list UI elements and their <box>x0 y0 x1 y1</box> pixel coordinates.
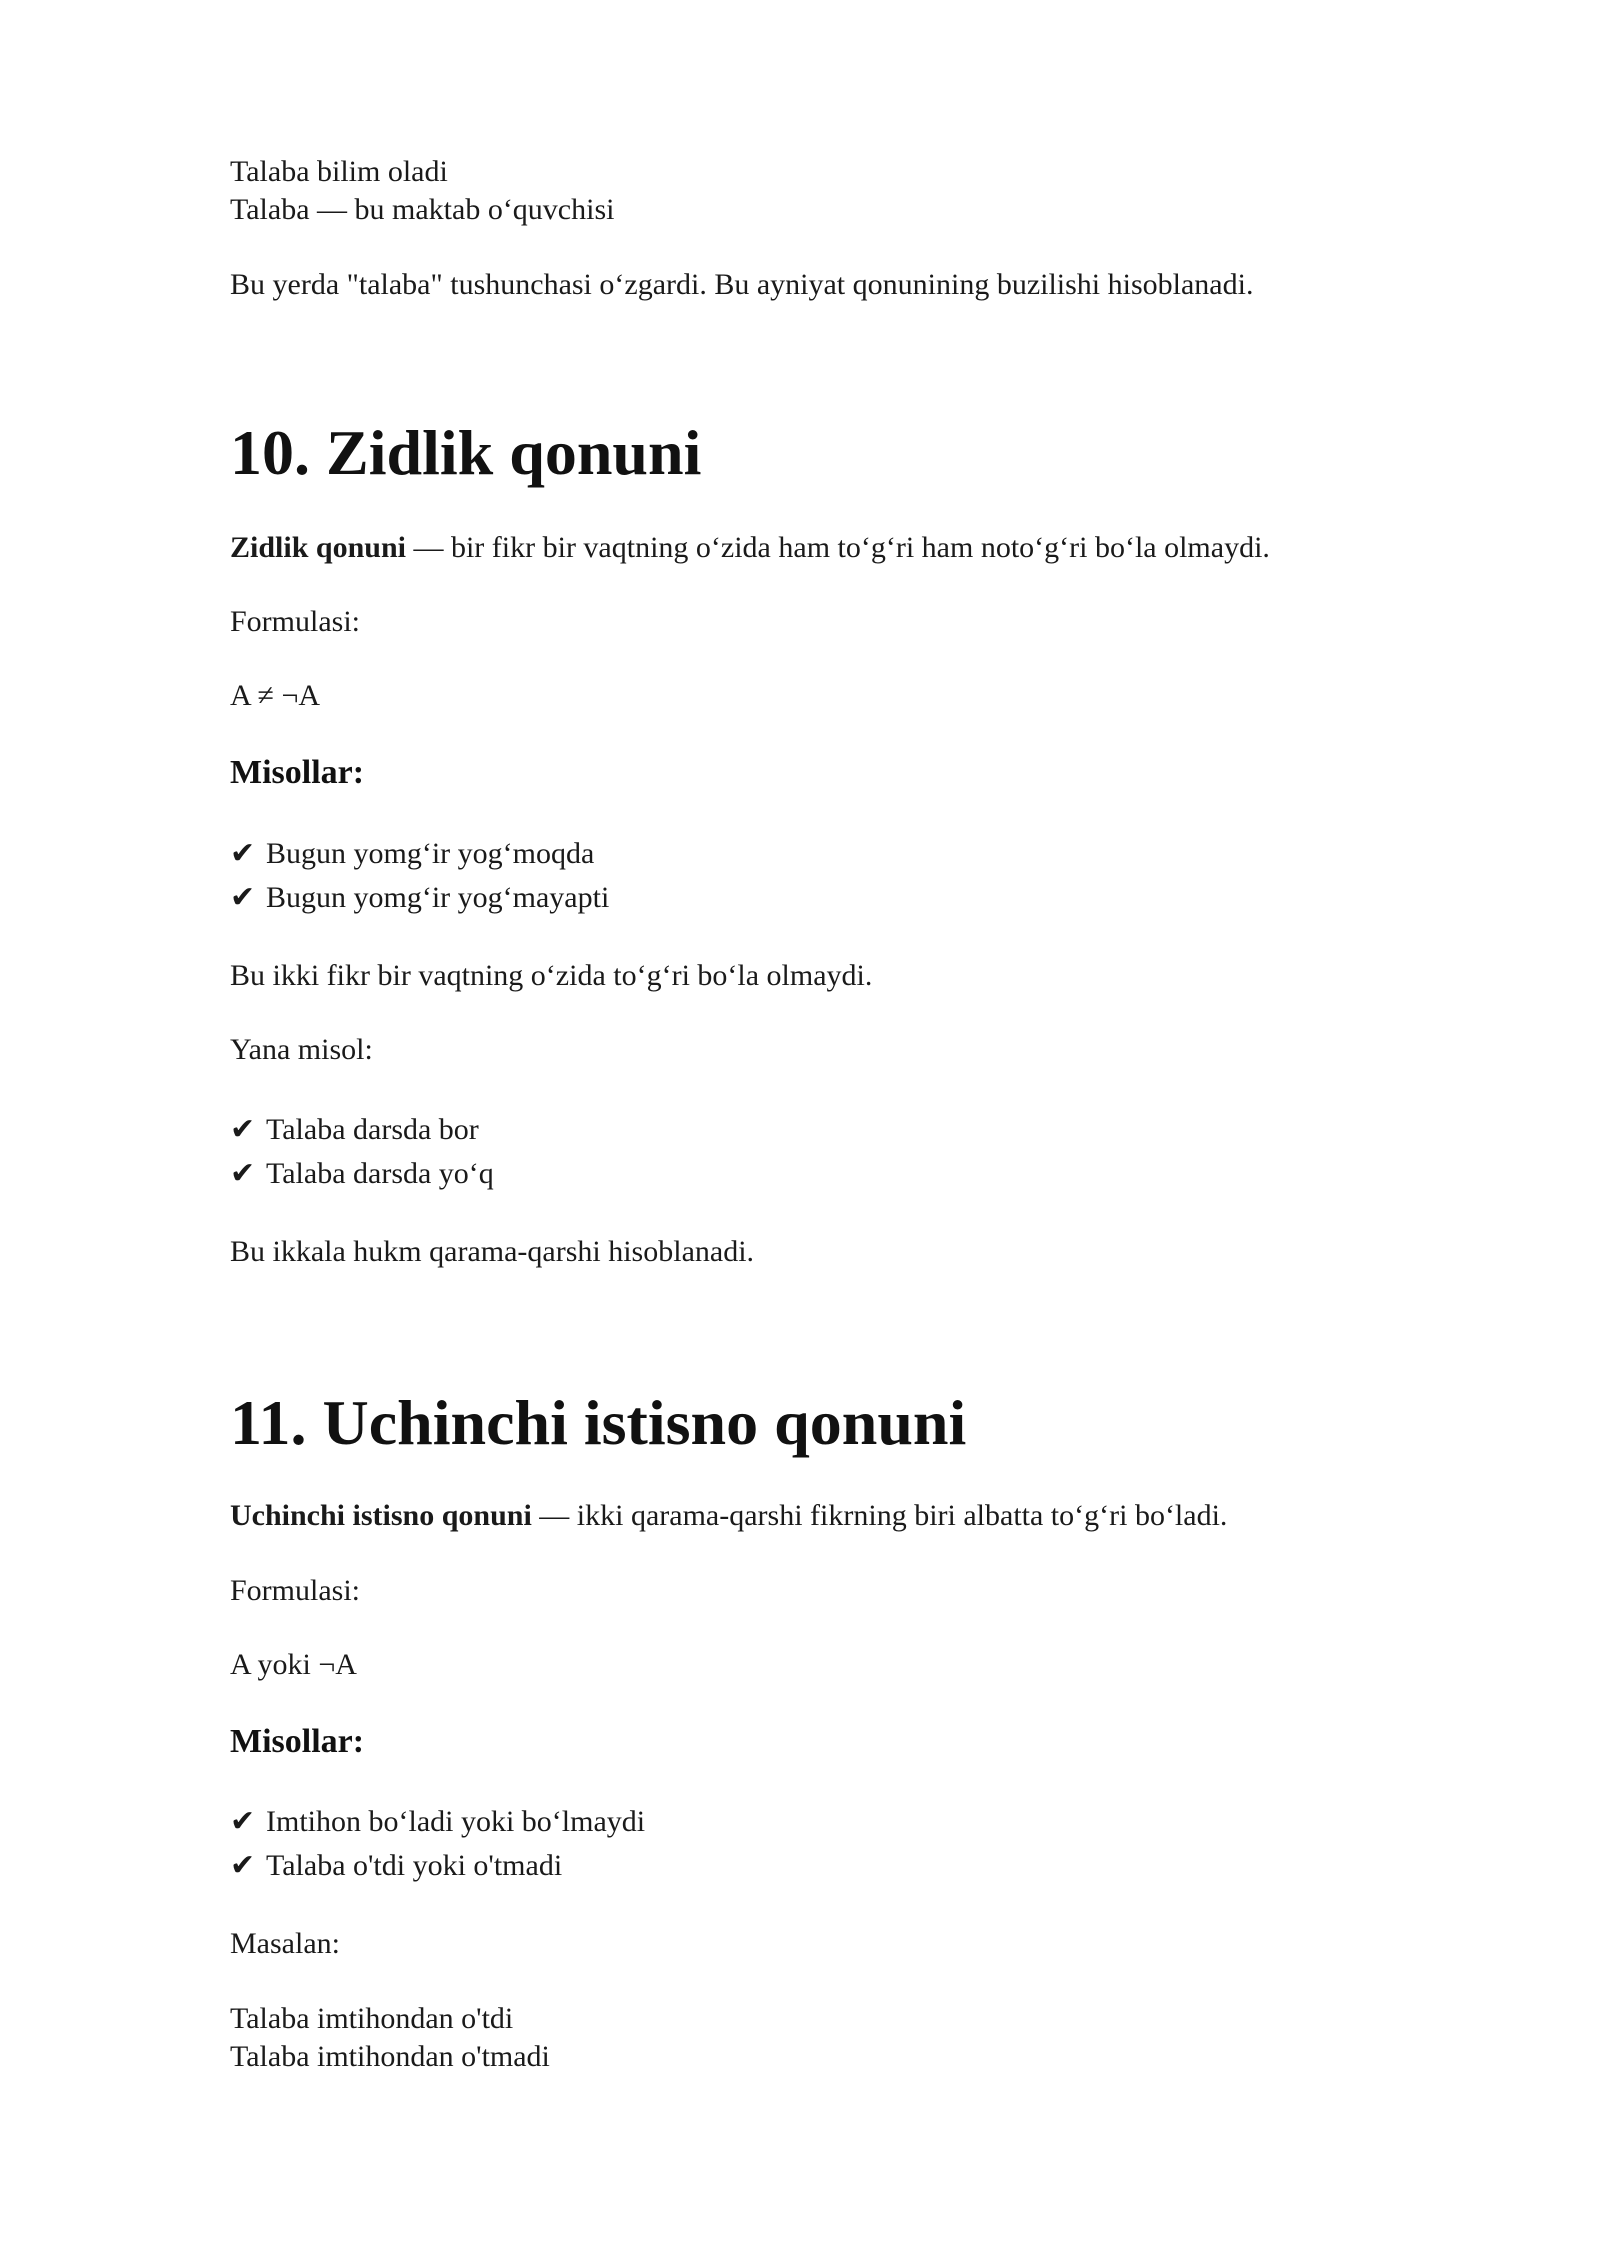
section-11-formula-label: Formulasi: <box>230 1574 361 1607</box>
example-text: Talaba darsda bor <box>266 1113 479 1146</box>
check-mark-icon: ✔ <box>230 1849 256 1882</box>
section-10-definition-text: — bir fikr bir vaqtning o‘zida ham to‘g‘ri ham noto‘g‘ri bo‘la olmaydi. <box>405 531 1270 564</box>
list-item <box>230 1847 562 1885</box>
section-10-definition-term: Zidlik qonuni <box>230 531 406 564</box>
section-11-examples-heading: Misollar: <box>230 1723 365 1760</box>
example-text: Imtihon bo‘ladi yoki bo‘lmaydi <box>266 1805 646 1838</box>
section-11-formula: A yoki ¬A <box>230 1648 357 1681</box>
list-item <box>230 835 594 873</box>
section-10-more-label: Yana misol: <box>230 1033 373 1066</box>
section-11-masalan-label: Masalan: <box>230 1927 340 1960</box>
check-mark-icon: ✔ <box>230 1113 256 1146</box>
masalan-line-1: Talaba imtihondan o'tdi <box>230 2002 514 2035</box>
list-item <box>230 1111 479 1149</box>
section-10-examples-heading: Misollar: <box>230 754 365 791</box>
example-text: Talaba o'tdi yoki o'tmadi <box>266 1849 563 1882</box>
intro-line-1: Talaba bilim oladi <box>230 155 448 188</box>
list-item <box>230 879 609 917</box>
section-11-heading: 11. Uchinchi istisno qonuni <box>230 1387 967 1458</box>
section-10-formula-label: Formulasi: <box>230 605 361 638</box>
example-text: Bugun yomg‘ir yog‘moqda <box>266 837 595 870</box>
section-10-note-1: Bu ikki fikr bir vaqtning o‘zida to‘g‘ri bo‘la olmaydi. <box>230 959 873 992</box>
intro-line-2: Talaba — bu maktab o‘quvchisi <box>230 193 615 226</box>
list-item <box>230 1155 494 1193</box>
check-mark-icon: ✔ <box>230 837 256 870</box>
section-11-definition <box>230 1497 1227 1535</box>
section-11-definition-text: — ikki qarama-qarshi fikrning biri albatta to‘g‘ri bo‘ladi. <box>531 1499 1228 1532</box>
intro-paragraph: Bu yerda "talaba" tushunchasi o‘zgardi. Bu ayniyat qonunining buzilishi hisoblanadi. <box>230 268 1254 301</box>
example-text: Bugun yomg‘ir yog‘mayapti <box>266 881 610 914</box>
example-text: Talaba darsda yo‘q <box>266 1157 494 1190</box>
section-10-heading: 10. Zidlik qonuni <box>230 417 702 488</box>
section-10-note-2: Bu ikkala hukm qarama-qarshi hisoblanadi. <box>230 1235 755 1268</box>
section-11-definition-term: Uchinchi istisno qonuni <box>230 1499 532 1532</box>
check-mark-icon: ✔ <box>230 1157 256 1190</box>
list-item <box>230 1803 645 1841</box>
check-mark-icon: ✔ <box>230 881 256 914</box>
masalan-line-2: Talaba imtihondan o'tmadi <box>230 2040 550 2073</box>
section-10-formula: A ≠ ¬A <box>230 679 321 712</box>
section-10-definition <box>230 529 1270 567</box>
check-mark-icon: ✔ <box>230 1805 256 1838</box>
